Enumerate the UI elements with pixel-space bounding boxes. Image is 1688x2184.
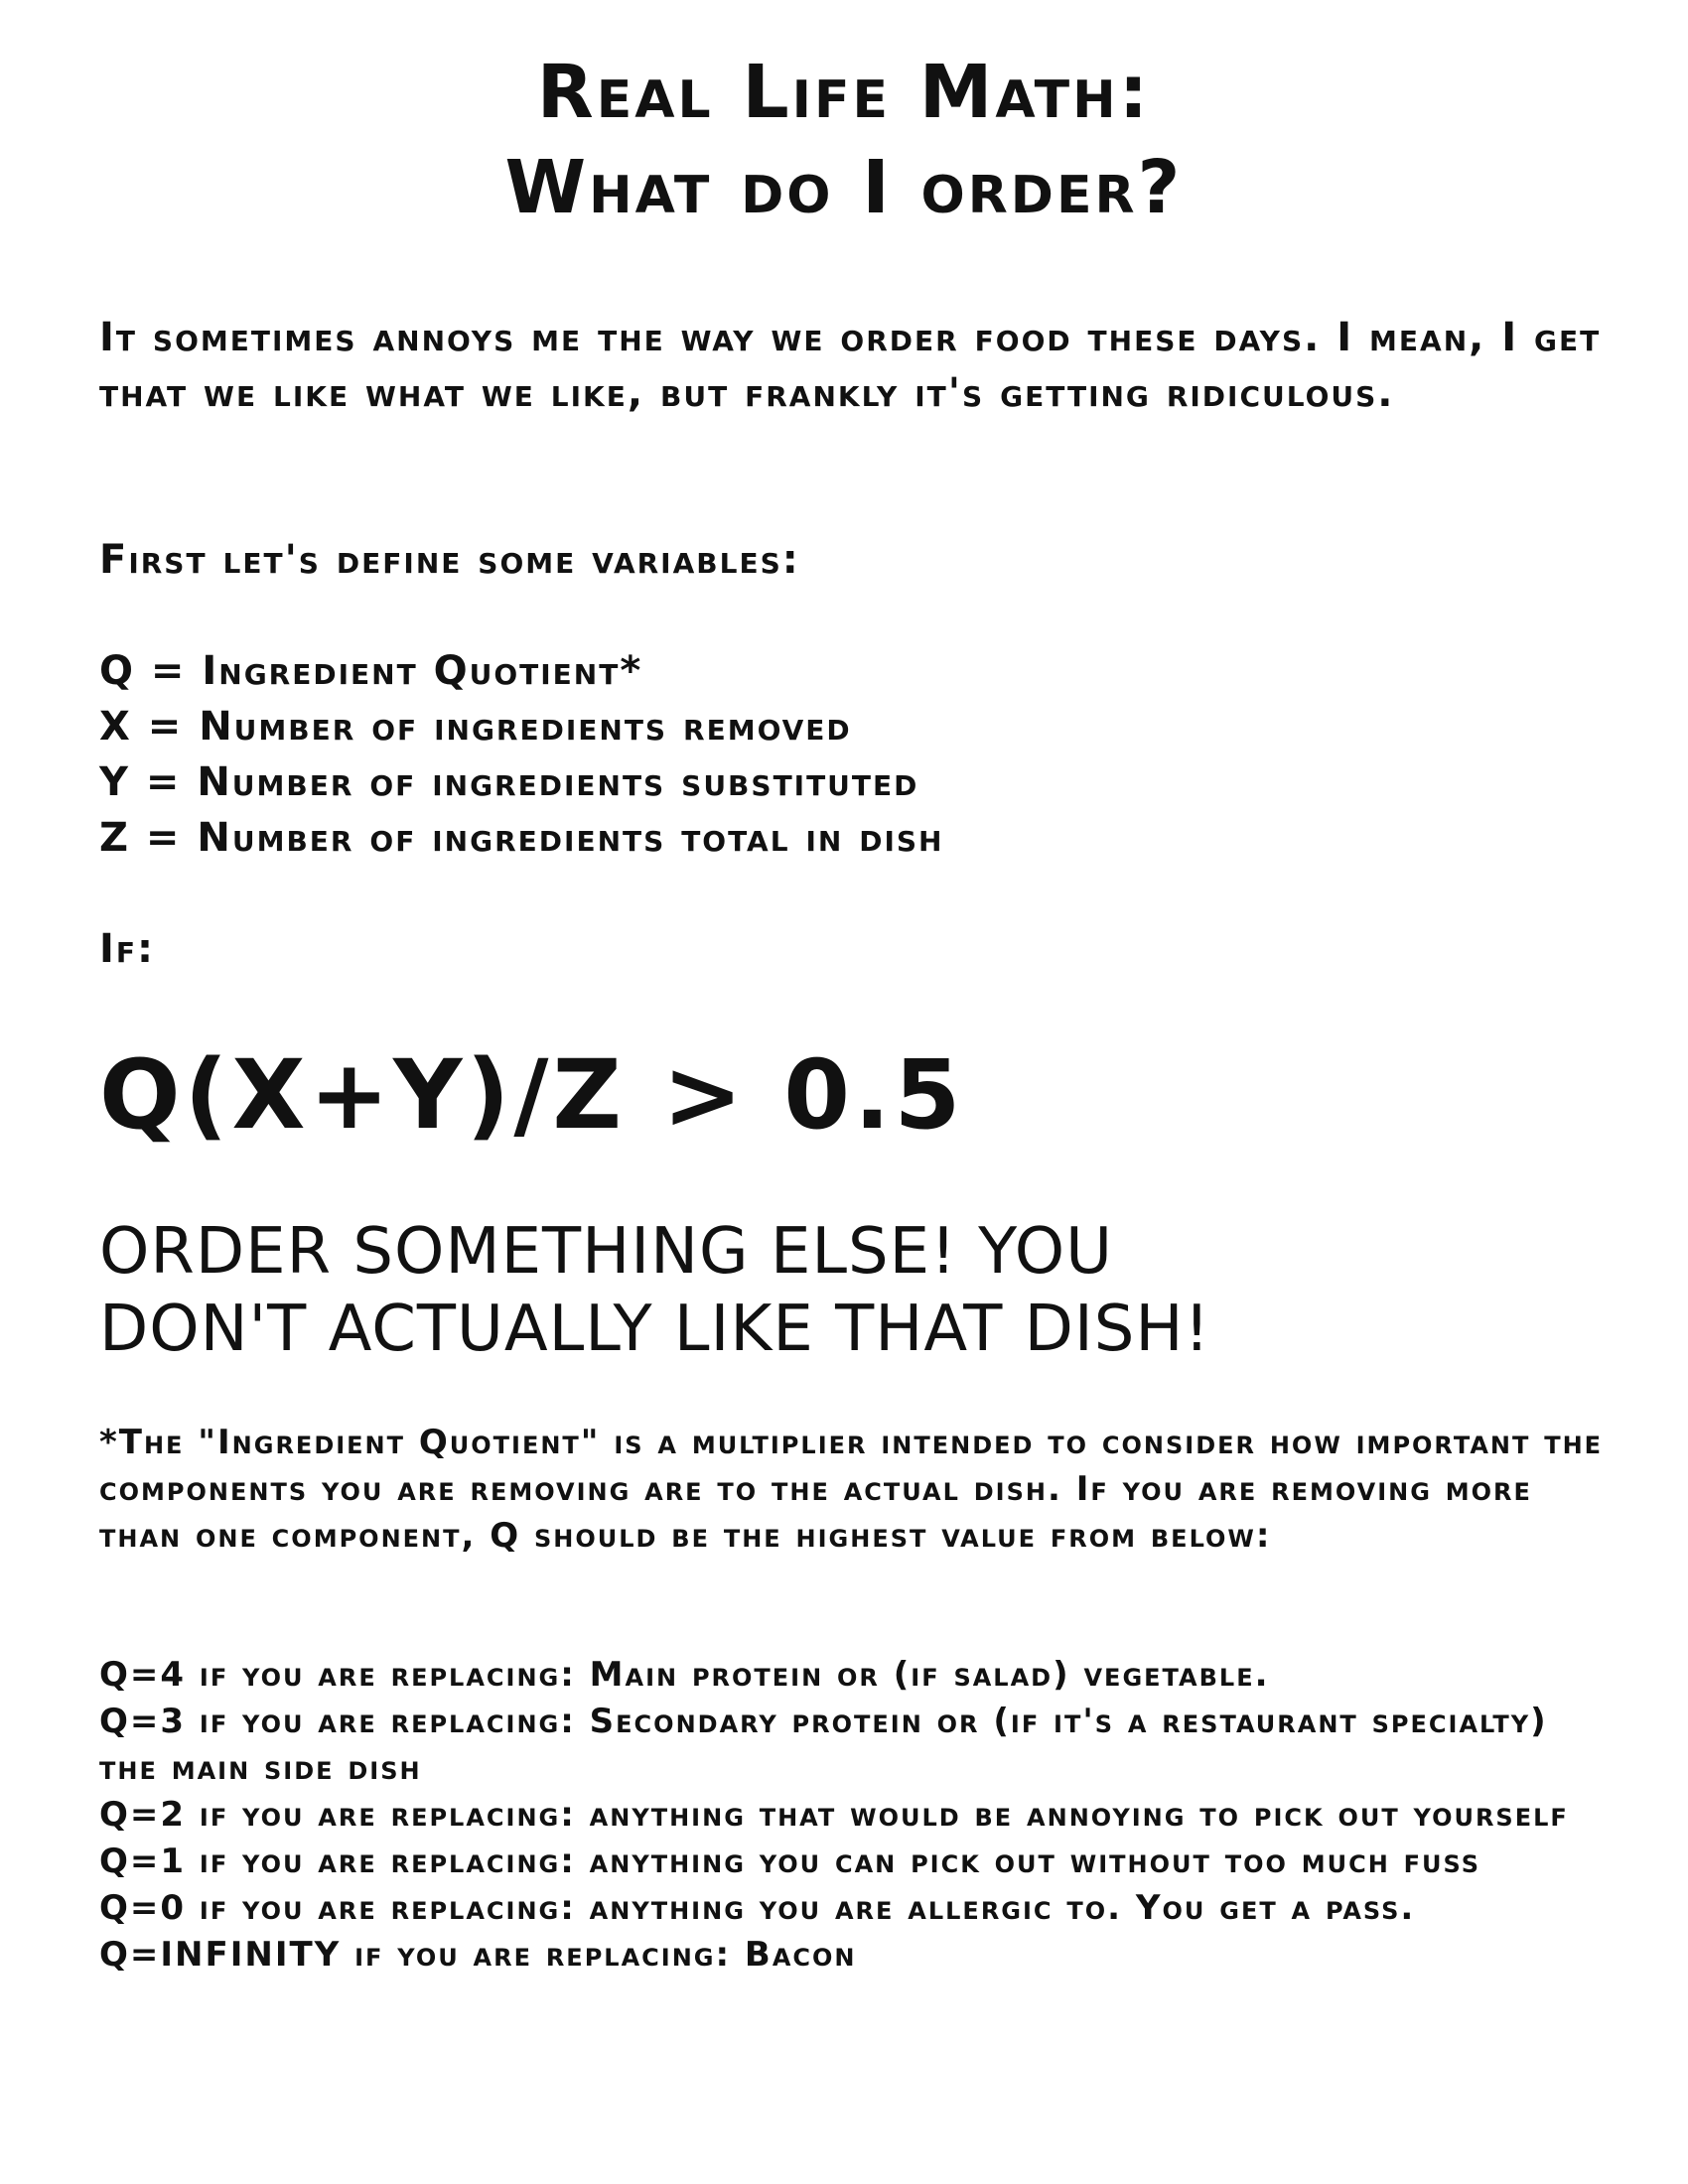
page-title	[0, 45, 1688, 235]
rule-q4: Q=4 if you are replacing: Main protein or (if salad) vegetable.	[99, 1655, 1270, 1695]
variable-x: X = Number of ingredients removed	[99, 704, 852, 750]
define-variables-label: First let's define some variables:	[99, 537, 800, 583]
rule-q0: Q=0 if you are replacing: anything you are allergic to. You get a pass.	[99, 1888, 1416, 1928]
formula: Q(X+Y)/Z > 0.5	[99, 1039, 965, 1151]
verdict-line-2: DON'T ACTUALLY LIKE THAT DISH!	[99, 1293, 1211, 1366]
title-line-1: Real Life Math:	[536, 50, 1152, 135]
variable-z: Z = Number of ingredients total in dish	[99, 815, 944, 861]
title-line-2: What do I order?	[504, 145, 1184, 230]
rule-q2: Q=2 if you are replacing: anything that would be annoying to pick out yourself	[99, 1795, 1569, 1835]
if-label: If:	[99, 926, 156, 972]
quotient-rules-list	[99, 1652, 1609, 1979]
verdict-heading	[99, 1213, 1609, 1368]
variable-list	[99, 643, 1609, 866]
rule-q3: Q=3 if you are replacing: Secondary protein or (if it's a restaurant specialty) the main side dish	[99, 1702, 1548, 1788]
variable-q: Q = Ingredient Quotient*	[99, 648, 643, 694]
variable-y: Y = Number of ingredients substituted	[99, 759, 919, 805]
footnote-paragraph: *The "Ingredient Quotient" is a multiplier intended to consider how important the components you are removing are to the actual dish. If you are removing more than one component, Q should be the highest value from below:	[99, 1423, 1604, 1556]
intro-paragraph: It sometimes annoys me the way we order food these days. I mean, I get that we like what we like, but frankly it's getting ridiculous.	[99, 315, 1602, 416]
rule-q1: Q=1 if you are replacing: anything you can pick out without too much fuss	[99, 1842, 1481, 1881]
verdict-line-1: ORDER SOMETHING ELSE! YOU	[99, 1215, 1113, 1289]
rule-q-infinity: Q=INFINITY if you are replacing: Bacon	[99, 1935, 857, 1975]
